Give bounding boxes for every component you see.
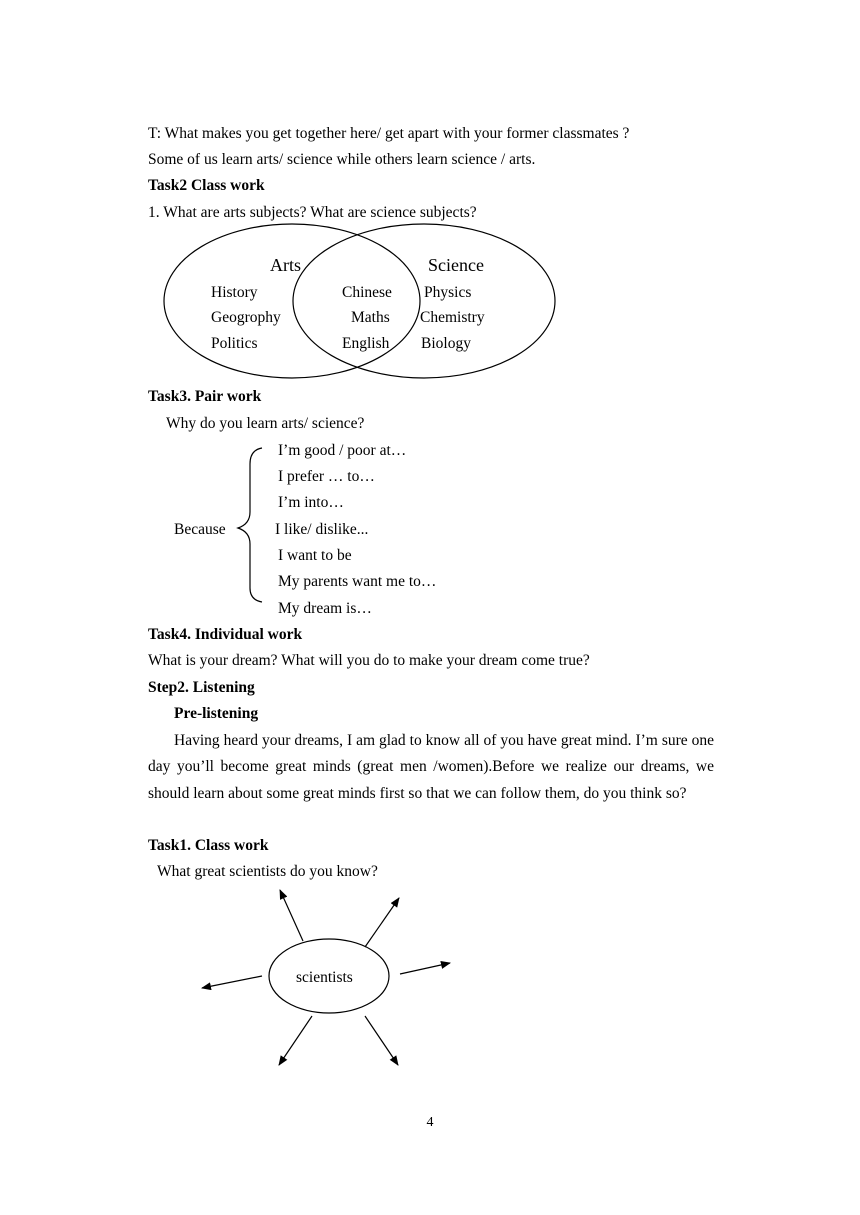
reason-item: I prefer … to… (278, 468, 375, 485)
reason-item: I’m into… (278, 494, 344, 511)
arts-circle (164, 224, 420, 378)
arts-item: Geogrophy (211, 309, 281, 326)
arrow-up-right (365, 898, 399, 947)
task4-question: What is your dream? What will you do to make your dream come true? (148, 652, 590, 669)
reason-item: My dream is… (278, 600, 372, 617)
science-label: Science (428, 255, 484, 275)
task3-question: Why do you learn arts/ science? (166, 415, 365, 432)
scientists-mind-map (190, 880, 490, 1080)
arrow-down-left (279, 1016, 312, 1065)
intro-line-1: T: What makes you get together here/ get apart with your former classmates ? (148, 125, 630, 142)
task3-heading: Task3. Pair work (148, 388, 262, 405)
because-label: Because (174, 521, 226, 538)
shared-item: English (342, 335, 390, 352)
arts-item: History (211, 284, 258, 301)
shared-item: Chinese (342, 284, 392, 301)
arts-label: Arts (270, 255, 301, 275)
science-item: Chemistry (420, 309, 485, 326)
arrow-down-right (365, 1016, 398, 1065)
page-number: 4 (426, 1115, 434, 1130)
task2-heading: Task2 Class work (148, 177, 265, 194)
task1-heading: Task1. Class work (148, 837, 269, 854)
prelistening-heading: Pre-listening (174, 705, 259, 722)
reason-item: I want to be (278, 547, 352, 564)
task1-question: What great scientists do you know? (157, 863, 378, 880)
curly-brace-icon (236, 446, 266, 604)
arts-item: Politics (211, 335, 258, 352)
task4-heading: Task4. Individual work (148, 626, 303, 643)
reason-item: My parents want me to… (278, 573, 437, 590)
science-item: Physics (424, 284, 472, 301)
intro-line-2: Some of us learn arts/ science while others learn science / arts. (148, 151, 536, 168)
center-node-label: scientists (296, 969, 353, 986)
step2-heading: Step2. Listening (148, 679, 255, 696)
shared-item: Maths (351, 309, 390, 326)
venn-diagram (0, 220, 860, 390)
arrow-up-left (280, 890, 303, 941)
science-item: Biology (421, 335, 471, 352)
science-circle (293, 224, 555, 378)
arrow-right (400, 963, 450, 974)
prelistening-paragraph: Having heard your dreams, I am glad to know all of you have great mind. I’m sure one day you’ll become great minds (great men /women).Before we realize our dreams, we should learn about some great minds first so that we can follow them, do you think so? (148, 732, 714, 802)
reason-item: I like/ dislike... (275, 521, 369, 538)
arrow-left (202, 976, 262, 988)
reason-item: I’m good / poor at… (278, 442, 407, 459)
task2-question: 1. What are arts subjects? What are science subjects? (148, 204, 477, 221)
